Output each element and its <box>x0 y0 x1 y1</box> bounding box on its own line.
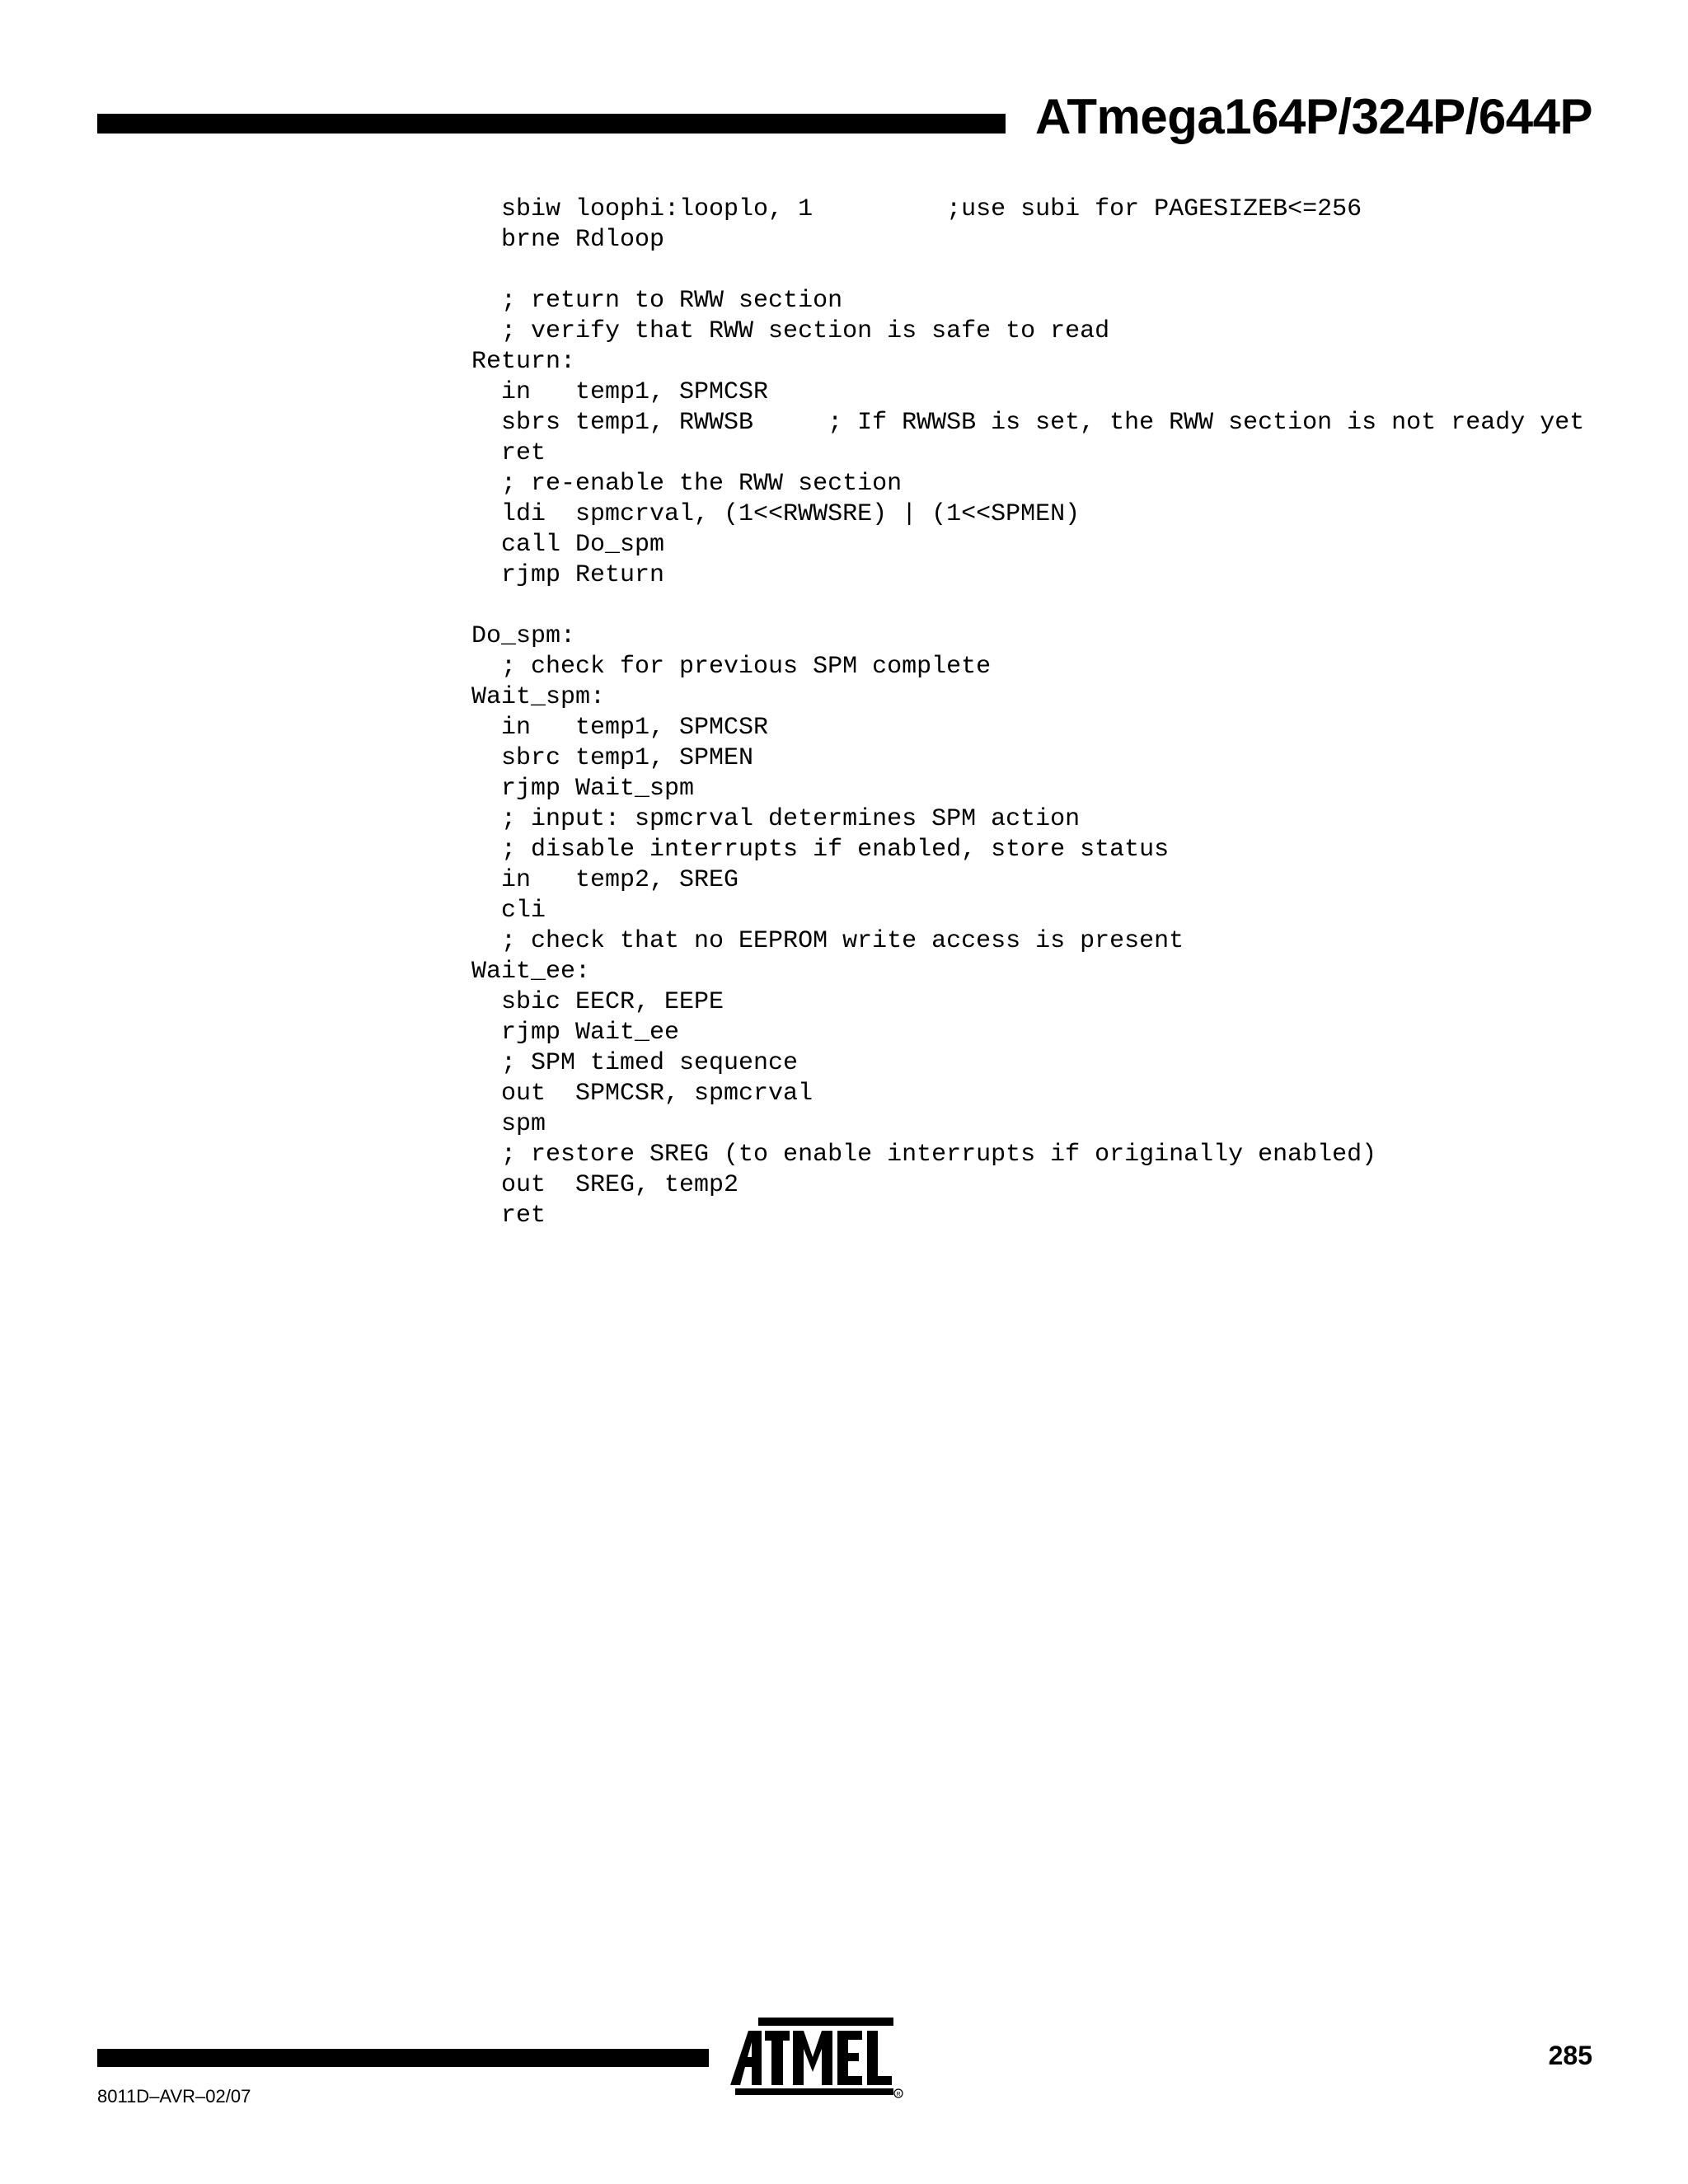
code-line: spm <box>471 1110 546 1138</box>
code-line: out SPMCSR, spmcrval <box>471 1080 814 1108</box>
code-line: call Do_spm <box>471 531 665 559</box>
header-rule <box>97 114 1006 134</box>
code-line: rjmp Return <box>471 561 665 589</box>
code-line: sbrc temp1, SPMEN <box>471 744 754 772</box>
code-line: in temp2, SREG <box>471 866 739 894</box>
document-title: ATmega164P/324P/644P <box>1035 89 1592 144</box>
svg-text:R: R <box>896 2092 901 2097</box>
code-line: Wait_ee: <box>471 958 591 986</box>
code-line: ; disable interrupts if enabled, store status <box>471 836 1170 864</box>
code-line: ; return to RWW section <box>471 287 843 315</box>
document-code: 8011D–AVR–02/07 <box>97 2086 251 2107</box>
code-line <box>471 255 1584 286</box>
code-line <box>471 591 1584 621</box>
code-line: ; restore SREG (to enable interrupts if originally enabled) <box>471 1141 1377 1169</box>
code-line: brne Rdloop <box>471 226 665 254</box>
code-line: sbrs temp1, RWWSB ; If RWWSB is set, the RWW section is not ready yet <box>471 409 1585 437</box>
code-line: ldi spmcrval, (1<<RWWSRE) | (1<<SPMEN) <box>471 500 1081 528</box>
atmel-logo <box>730 2016 903 2098</box>
footer-rule <box>97 2049 709 2067</box>
page-number: 285 <box>1548 2041 1592 2070</box>
code-line: in temp1, SPMCSR <box>471 714 769 742</box>
code-line: ; SPM timed sequence <box>471 1049 799 1077</box>
code-line: rjmp Wait_ee <box>471 1019 680 1047</box>
code-line: ; verify that RWW section is safe to read <box>471 317 1110 345</box>
code-line: ; re-enable the RWW section <box>471 470 903 498</box>
code-line: rjmp Wait_spm <box>471 775 695 803</box>
code-line: ; check that no EEPROM write access is present <box>471 927 1184 955</box>
code-line: Wait_spm: <box>471 683 606 711</box>
code-line: ret <box>471 439 546 467</box>
code-line: sbiw loophi:looplo, 1 ;use subi for PAGESIZEB<=256 <box>471 195 1362 223</box>
code-line: ret <box>471 1202 546 1230</box>
code-line: ; input: spmcrval determines SPM action <box>471 805 1081 833</box>
code-line: Return: <box>471 348 576 376</box>
code-line: in temp1, SPMCSR <box>471 378 769 406</box>
code-line: Do_spm: <box>471 622 576 650</box>
code-line: cli <box>471 897 546 925</box>
code-listing <box>471 194 1584 1231</box>
code-line: sbic EECR, EEPE <box>471 988 724 1016</box>
code-line: ; check for previous SPM complete <box>471 653 992 681</box>
code-line: out SREG, temp2 <box>471 1171 739 1199</box>
